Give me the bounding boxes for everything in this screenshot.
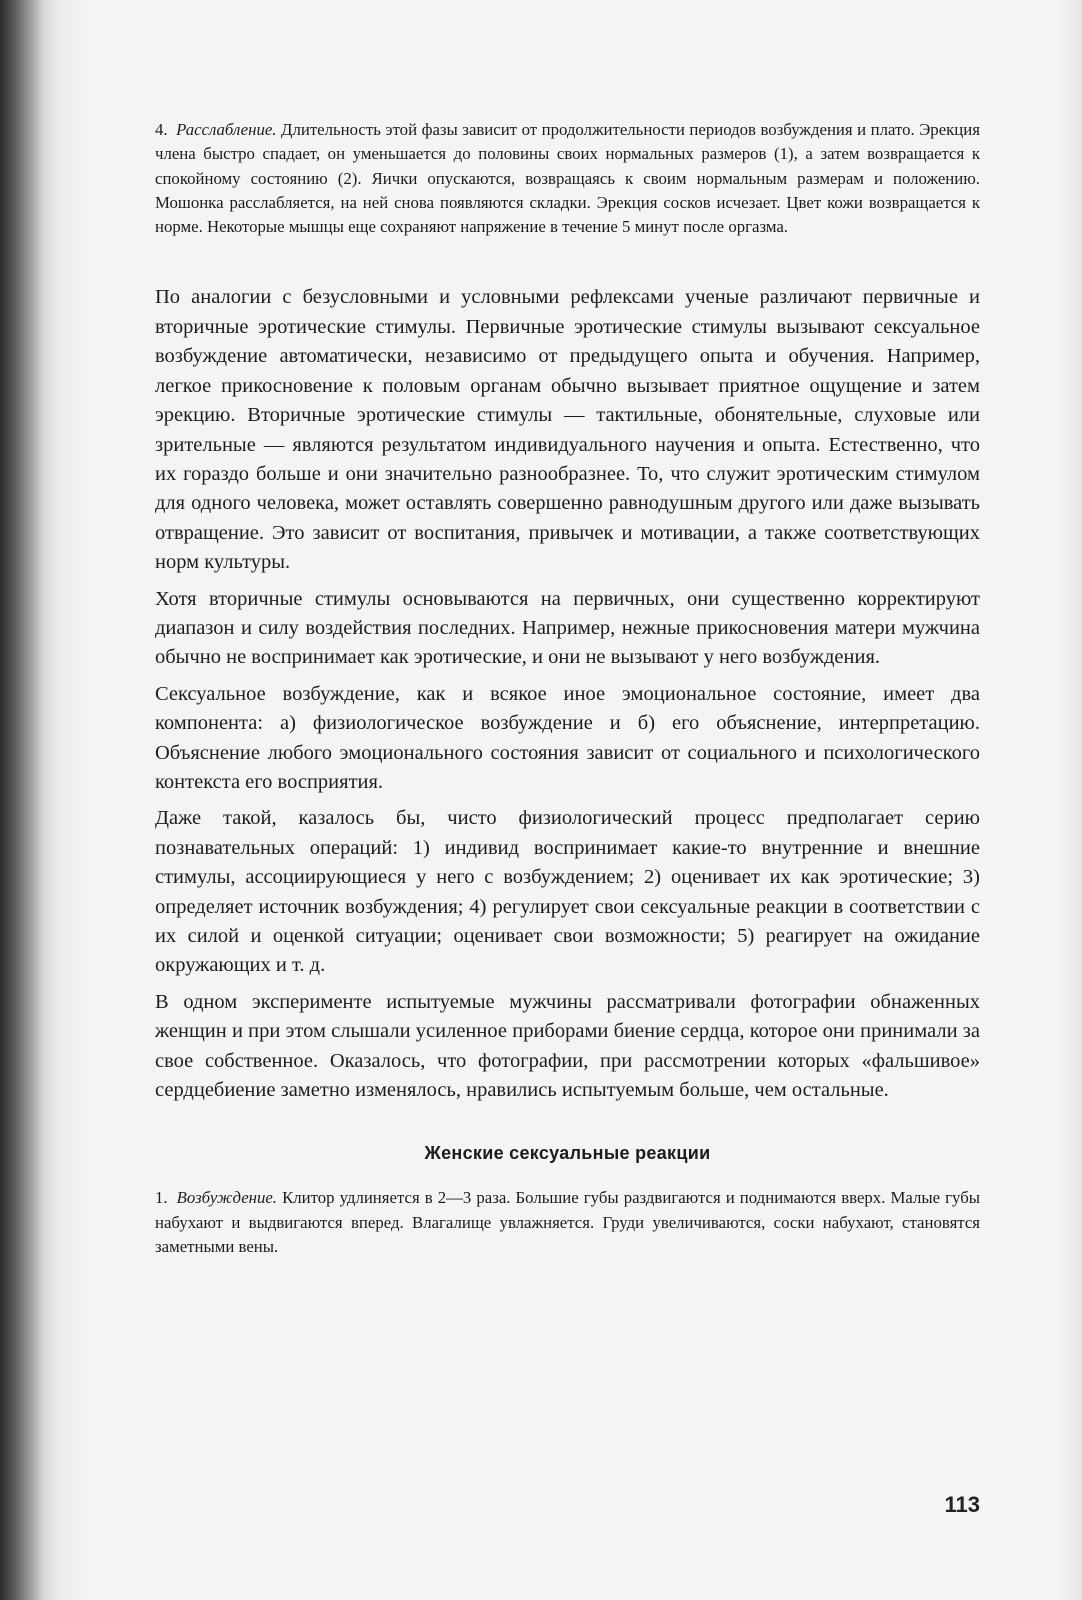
page-number: 113 bbox=[944, 1492, 980, 1517]
body-paragraph: Хотя вторичные стимулы основываются на первичных, они существенно корректируют диапазон и силу воздействия последних. Например, нежные прикосновения матери мужчина обычно не воспринимает как эротические, и они не вызывают у него возбуждения. bbox=[155, 587, 980, 669]
note-number: 4. bbox=[155, 120, 168, 139]
body-paragraph: В одном эксперименте испытуемые мужчины рассматривали фотографии обнаженных женщин и при этом слышали усиленное приборами биение сердца, которое они принимали за свое собственное. Оказалось, что фотографии, при рассмотрении которых «фальшивое» сердцебиение заметно изменялось, нравились испытуемым больше, чем остальные. bbox=[155, 990, 980, 1102]
section-heading: Женские сексуальные реакции bbox=[424, 1143, 711, 1164]
page-content bbox=[155, 118, 980, 1259]
note-arousal bbox=[155, 1186, 980, 1259]
note-term: Расслабление. bbox=[176, 120, 277, 139]
note-relaxation bbox=[155, 118, 980, 239]
note-number: 1. bbox=[155, 1188, 168, 1208]
body-paragraph: Даже такой, казалось бы, чисто физиологический процесс предполагает серию познавательных операций: 1) индивид воспринимает какие-то внутренние и внешние стимулы, ассоциирующиеся у него с возбуждением; 2) оценивает их как эротические; 3) определяет источник возбуждения; 4) регулирует свои сексуальные реакции в соответствии с их силой и оценкой ситуации; оценивает свои возможности; 5) реагирует на ожидание окружающих и т. д. bbox=[155, 807, 980, 977]
body-paragraph: Сексуальное возбуждение, как и всякое иное эмоциональное состояние, имеет два компонента: а) физиологическое возбуждение и б) его объяснение, интерпретацию. Объяснение любого эмоционального состояния зависит от социального и психологического контекста его восприятия. bbox=[155, 682, 980, 793]
note-text: Клитор удлиняется в 2—3 раза. Большие губы раздвигаются и поднимаются вверх. Малые губы набухают и выдвигаются вперед. Влагалище увлажняется. Груди увеличиваются, соски набухают, становятся заметными вены. bbox=[155, 1188, 981, 1257]
body-paragraph: По аналогии с безусловными и условными рефлексами ученые различают первичные и вторичные эротические стимулы. Первичные эротические стимулы вызывают сексуальное возбуждение автоматически, независимо от предыдущего опыта и обучения. Например, легкое прикосновение к половым органам обычно вызывает приятное ощущение и затем эрекцию. Вторичные эротические стимулы — тактильные, обонятельные, слуховые или зрительные — являются результатом индивидуального научения и опыта. Естественно, что их гораздо больше и они значительно разнообразнее. То, что служит эротическим стимулом для одного человека, может оставлять совершенно равнодушным другого или даже вызывать отвращение. Это зависит от воспитания, привычек и мотивации, а также соответствующих норм культуры. bbox=[155, 286, 980, 574]
note-text: Длительность этой фазы зависит от продолжительности периодов возбуждения и плато. Эрекция члена быстро спадает, он уменьшается до половины своих нормальных размеров (1), а затем возвращается к спокойному состоянию (2). Яички опускаются, возвращаясь к своим нормальным размерам и положению. Мошонка расслабляется, на ней снова появляются складки. Эрекция сосков исчезает. Цвет кожи возвращается к норме. Некоторые мышцы еще сохраняют напряжение в течение 5 минут после оргазма. bbox=[155, 120, 980, 237]
note-term: Возбуждение. bbox=[176, 1188, 277, 1208]
